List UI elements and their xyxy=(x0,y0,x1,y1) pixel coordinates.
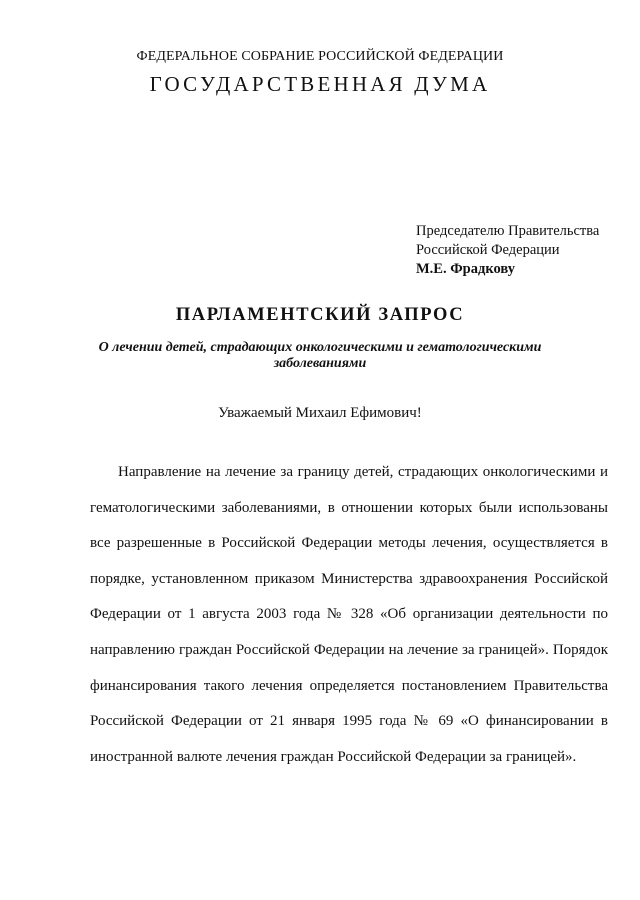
addressee-name: М.Е. Фрадкову xyxy=(416,261,515,277)
addressee-line-1: Председателю Правительства xyxy=(416,223,600,239)
addressee-line-2: Российской Федерации xyxy=(416,242,560,258)
organization-header: ФЕДЕРАЛЬНОЕ СОБРАНИЕ РОССИЙСКОЙ ФЕДЕРАЦИИ xyxy=(136,49,504,64)
addressee-block xyxy=(416,222,599,279)
document-subject: О лечении детей, страдающих онкологическими и гематологическими заболеваниями xyxy=(98,340,542,371)
document-title: ПАРЛАМЕНТСКИЙ ЗАПРОС xyxy=(175,305,465,325)
body-paragraph: Направление на лечение за границу детей, страдающих онкологическими и гематологическими заболеваниями, в отношении которых были использованы все разрешенные в Российской Федерации методы лечения, осуществляется в порядке, установленном приказом Министерства здравоохранения Российской Федерации от 1 августа 2003 года № 328 «Об организации деятельности по направлению граждан Российской Федерации на лечение за границей». Порядок финансирования такого лечения определяется постановлением Правительства Российской Федерации от 21 января 1995 года № 69 «О финансировании в иностранной валюте лечения граждан Российской Федерации за границей». xyxy=(90,464,608,765)
chamber-header: ГОСУДАРСТВЕННАЯ ДУМА xyxy=(149,72,491,96)
greeting: Уважаемый Михаил Ефимович! xyxy=(218,405,422,421)
